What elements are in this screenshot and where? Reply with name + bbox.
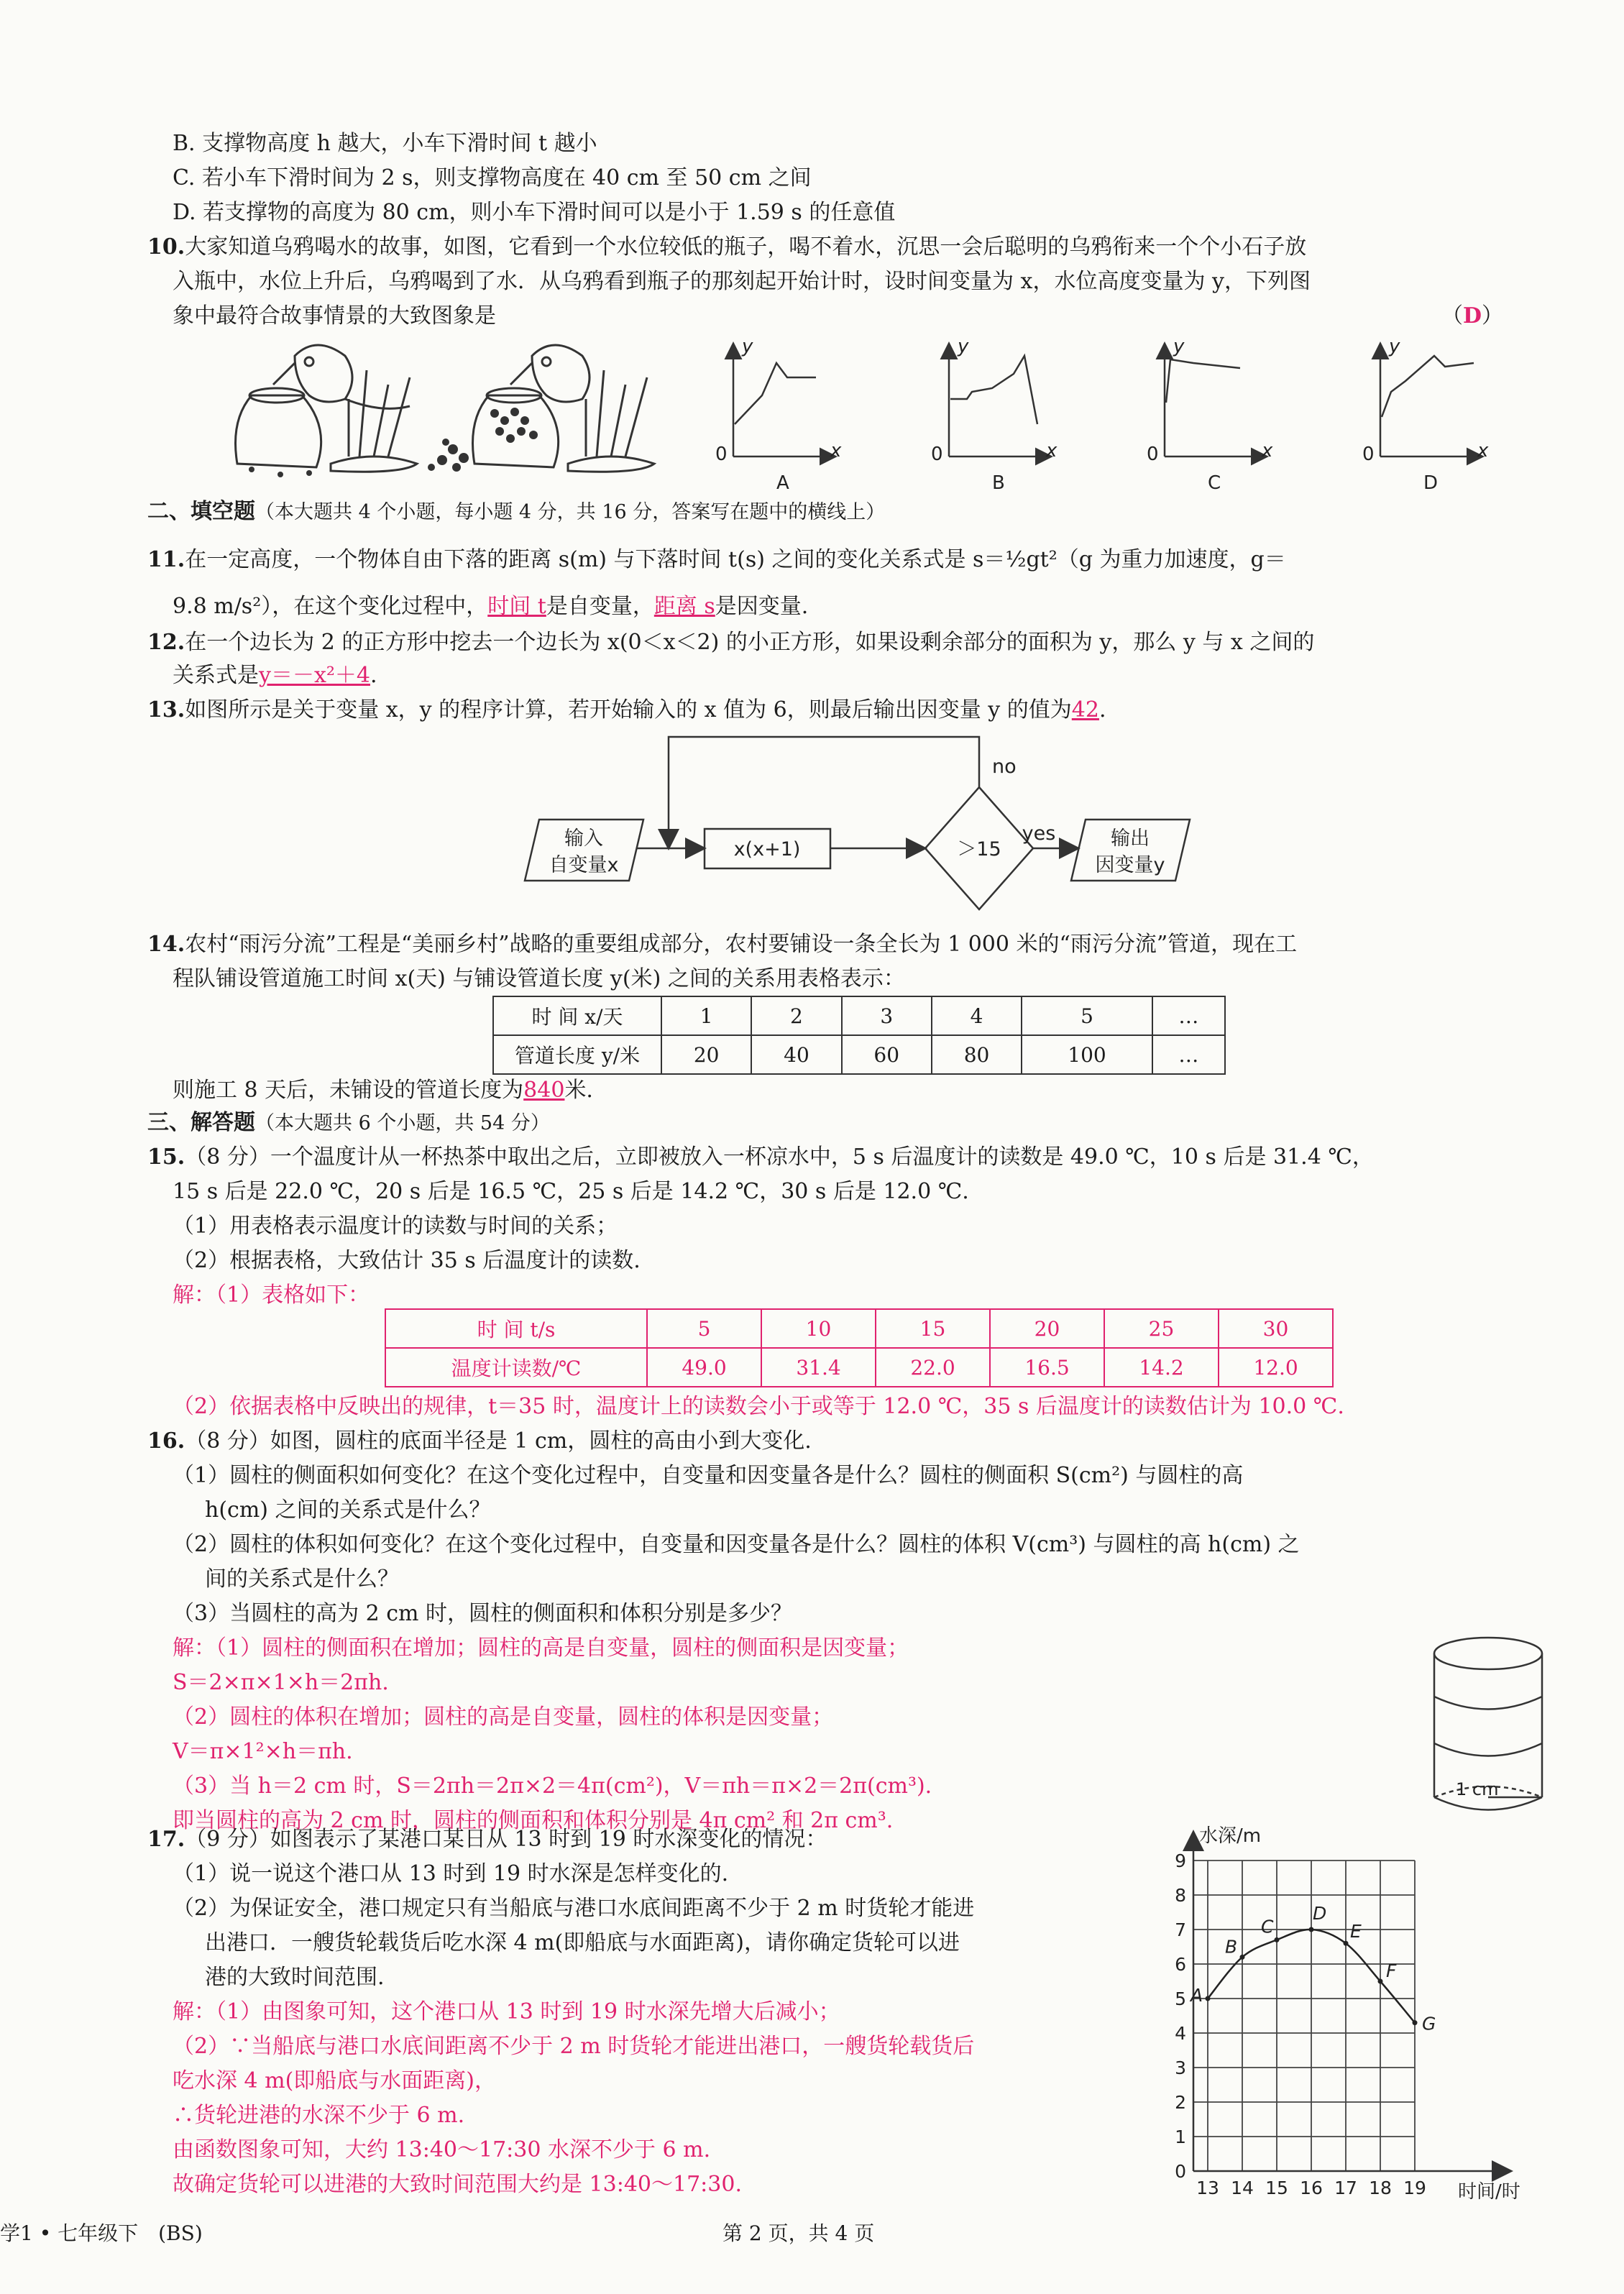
point-label: D <box>1313 1903 1327 1924</box>
y-tick-label: 8 <box>1175 1885 1186 1906</box>
q17-line4: 出港口．一艘货轮载货后吃水深 4 m(即船底与水面距离)，请你确定货轮可以进 <box>205 1930 960 1955</box>
q14-line1: 14.农村“雨污分流”工程是“美丽乡村”战略的重要组成部分，农村要铺设一条全长为 1 000 米的“雨污分流”管道，现在工 <box>147 932 1298 957</box>
data-point <box>1378 1979 1383 1984</box>
graph-a-y: y <box>742 336 753 357</box>
graph-c-x: x <box>1262 440 1273 462</box>
point-label: A <box>1191 1985 1203 2006</box>
graph-d-x: x <box>1477 440 1489 462</box>
graph-a-origin: 0 <box>715 444 728 465</box>
q16-solution-4: V＝π×1²×h＝πh. <box>173 1739 353 1764</box>
q13-flowchart <box>518 726 1201 935</box>
q9-option-b: B. 支撑物高度 h 越大，小车下滑时间 t 越小 <box>173 131 597 156</box>
graph-b-y: y <box>958 336 969 357</box>
q15-line3: （1）用表格表示温度计的读数与时间的关系； <box>173 1213 618 1239</box>
q9-option-d: D. 若支撑物的高度为 80 cm，则小车下滑时间可以是小于 1.59 s 的任意值 <box>173 200 896 225</box>
q17-solution-3: 吃水深 4 m(即船底与水面距离)， <box>173 2068 497 2093</box>
y-tick-label: 2 <box>1175 2092 1186 2113</box>
q17-solution-5: 由函数图象可知，大约 13:40～17:30 水深不少于 6 m. <box>173 2137 711 2162</box>
q15-line2: 15 s 后是 22.0 ℃，20 s 后是 16.5 ℃，25 s 后是 14.2 ℃，30 s 后是 12.0 ℃. <box>173 1179 969 1204</box>
q12-line2: 关系式是y＝－x²＋4. <box>173 663 377 688</box>
point-label: E <box>1350 1921 1362 1942</box>
graph-d-origin: 0 <box>1362 444 1375 465</box>
flow-no-label: no <box>992 756 1017 778</box>
q10-answer-bracket: （D） <box>1441 303 1504 329</box>
q11-answer-2: 距离 s <box>653 594 715 619</box>
chart-x-label: 时间/时 <box>1458 2181 1520 2200</box>
q15-table: 时 间 t/s 5 10 15 20 25 30 温度计读数/℃ 49.0 31.4 22.0 16.5 14.2 12.0 <box>385 1308 1334 1387</box>
y-tick-label: 5 <box>1175 1988 1186 2009</box>
data-point <box>1413 2020 1418 2025</box>
point-label: F <box>1386 1960 1397 1981</box>
q10-answer: D <box>1463 303 1482 329</box>
flow-input-label-2: 自变量x <box>549 854 619 876</box>
graph-label-a: A <box>776 472 789 494</box>
q17-line2: （1）说一说这个港口从 13 时到 19 时水深是怎样变化的. <box>173 1861 729 1886</box>
graph-d-y: y <box>1389 336 1400 357</box>
data-point <box>1309 1927 1314 1932</box>
y-tick-label: 3 <box>1175 2057 1186 2078</box>
q16-line6: （3）当圆柱的高为 2 cm 时，圆柱的侧面积和体积分别是多少？ <box>173 1601 793 1626</box>
q10-line2: 入瓶中，水位上升后，乌鸦喝到了水．从乌鸦看到瓶子的那刻起开始计时，设时间变量为 x，水位高度变量为 y，下列图 <box>173 269 1311 294</box>
flow-output-label-2: 因变量y <box>1095 854 1165 876</box>
q14-line2: 程队铺设管道施工时间 x(天) 与铺设管道长度 y(米) 之间的关系用表格表示： <box>173 966 905 991</box>
graph-label-b: B <box>992 472 1005 494</box>
q15-solution-2: （2）依据表格中反映出的规律，t＝35 时，温度计上的读数会小于或等于 12.0 ℃，35 s 后温度计的读数估计为 10.0 ℃. <box>173 1394 1344 1419</box>
q10-line1: 10.大家知道乌鸦喝水的故事，如图，它看到一个水位较低的瓶子，喝不着水，沉思一会后聪明的乌鸦衔来一个个小石子放 <box>147 234 1307 260</box>
q17-line5: 港的大致时间范围. <box>205 1965 385 1990</box>
q15-line4: （2）根据表格，大致估计 35 s 后温度计的读数. <box>173 1248 641 1273</box>
q13-text: 13.如图所示是关于变量 x，y 的程序计算，若开始输入的 x 值为 6，则最后输出因变量 y 的值为42. <box>147 697 1106 722</box>
y-tick-label: 1 <box>1175 2126 1186 2147</box>
water-depth-chart <box>1157 1819 1560 2200</box>
q16-solution-6: 即当圆柱的高为 2 cm 时，圆柱的侧面积和体积分别是 4π cm² 和 2π cm³. <box>173 1808 894 1833</box>
q16-solution-2: S＝2×π×1×h＝2πh. <box>173 1670 389 1695</box>
q12-line1: 12.在一个边长为 2 的正方形中挖去一个边长为 x(0＜x＜2) 的小正方形，如果设剩余部分的面积为 y，那么 y 与 x 之间的 <box>147 630 1315 655</box>
flow-process-label: x(x+1) <box>733 838 801 861</box>
section2-heading: 二、填空题（本大题共 4 个小题，每小题 4 分，共 16 分，答案写在题中的横线上） <box>147 499 886 524</box>
flow-decision-label: ＞15 <box>957 838 1001 861</box>
q16-solution-1: 解：（1）圆柱的侧面积在增加；圆柱的高是自变量，圆柱的侧面积是因变量； <box>173 1635 909 1661</box>
y-tick-label: 4 <box>1175 2023 1186 2044</box>
q12-answer: y＝－x²＋4 <box>259 663 370 688</box>
data-point <box>1275 1937 1280 1942</box>
point-label: B <box>1225 1936 1238 1958</box>
chart-y-label: 水深/m <box>1199 1825 1262 1847</box>
q16-solution-5: （3）当 h＝2 cm 时，S＝2πh＝2π×2＝4π(cm²)，V＝πh＝π×2＝2π(cm³). <box>173 1774 932 1799</box>
x-tick-label: 14 <box>1231 2178 1254 2198</box>
y-tick-label: 6 <box>1175 1954 1186 1975</box>
q17-solution-2: （2）∵当船底与港口水底间距离不少于 2 m 时货轮才能进出港口，一艘货轮载货后 <box>173 2034 975 2059</box>
q10-graphs <box>705 331 1510 503</box>
q9-option-c: C. 若小车下滑时间为 2 s，则支撑物高度在 40 cm 至 50 cm 之间 <box>173 165 812 191</box>
q11-line1: 11.在一定高度，一个物体自由下落的距离 s(m) 与下落时间 t(s) 之间的变化关系式是 s＝½gt²（g 为重力加速度，g＝ <box>147 547 1286 572</box>
point-label: G <box>1422 2013 1436 2034</box>
q16-line1: 16.（8 分）如图，圆柱的底面半径是 1 cm，圆柱的高由小到大变化. <box>147 1428 812 1454</box>
data-point <box>1206 1996 1211 2001</box>
graph-a-x: x <box>830 440 842 462</box>
q13-answer: 42 <box>1071 697 1099 722</box>
graph-label-d: D <box>1423 472 1439 494</box>
footer-page-number: 第 2 页，共 4 页 <box>722 2221 875 2245</box>
q17-solution-1: 解：（1）由图象可知，这个港口从 13 时到 19 时水深先增大后减小； <box>173 1999 840 2024</box>
x-tick-label: 17 <box>1334 2178 1357 2198</box>
point-label: C <box>1261 1916 1274 1937</box>
footer-left: 学1 • 七年级下 (BS) <box>0 2221 203 2245</box>
q11-answer-1: 时间 t <box>487 594 546 619</box>
x-tick-label: 13 <box>1196 2178 1219 2198</box>
flow-input-label-1: 输入 <box>564 827 603 850</box>
flow-output-label-1: 输出 <box>1111 827 1150 850</box>
crow-illustration <box>208 327 661 485</box>
y-tick-label: 9 <box>1175 1850 1186 1871</box>
y-tick-label: 7 <box>1175 1919 1186 1940</box>
graph-label-c: C <box>1208 472 1221 494</box>
q16-solution-3: （2）圆柱的体积在增加；圆柱的高是自变量，圆柱的体积是因变量； <box>173 1705 834 1730</box>
q16-line3: h(cm) 之间的关系式是什么？ <box>205 1497 491 1523</box>
q10-line3: 象中最符合故事情景的大致图象是 <box>173 303 496 329</box>
x-tick-label: 18 <box>1369 2178 1392 2198</box>
data-point <box>1240 1955 1245 1960</box>
q15-line1: 15.（8 分）一个温度计从一杯热茶中取出之后，立即被放入一杯凉水中，5 s 后温度计的读数是 49.0 ℃，10 s 后是 31.4 ℃， <box>147 1144 1374 1170</box>
graph-b-x: x <box>1046 440 1058 462</box>
section3-heading: 三、解答题（本大题共 6 个小题，共 54 分） <box>147 1110 550 1135</box>
graph-c-y: y <box>1173 336 1185 357</box>
q14-answer: 840 <box>523 1078 565 1103</box>
data-point <box>1344 1941 1349 1946</box>
cylinder-radius-label: 1 cm <box>1456 1779 1499 1799</box>
q14-table: 时 间 x/天 1 2 3 4 5 … 管道长度 y/米 20 40 60 80 100 … <box>492 996 1226 1075</box>
q15-solution-1: 解：（1）表格如下： <box>173 1283 370 1308</box>
cylinder-figure <box>1427 1632 1556 1826</box>
q14-after: 则施工 8 天后，未铺设的管道长度为840米. <box>173 1078 593 1103</box>
q17-solution-4: ∴货轮进港的水深不少于 6 m. <box>173 2103 465 2128</box>
graph-b-origin: 0 <box>931 444 943 465</box>
x-tick-label: 15 <box>1265 2178 1288 2198</box>
q16-line4: （2）圆柱的体积如何变化？在这个变化过程中，自变量和因变量各是什么？圆柱的体积 V(cm³) 与圆柱的高 h(cm) 之 <box>173 1532 1300 1557</box>
flow-yes-label: yes <box>1022 822 1056 845</box>
q16-line2: （1）圆柱的侧面积如何变化？在这个变化过程中，自变量和因变量各是什么？圆柱的侧面积 S(cm²) 与圆柱的高 <box>173 1463 1244 1488</box>
x-tick-label: 19 <box>1403 2178 1426 2198</box>
q16-line5: 间的关系式是什么？ <box>205 1566 399 1592</box>
x-tick-label: 16 <box>1300 2178 1323 2198</box>
q11-line2: 9.8 m/s²），在这个变化过程中，时间 t是自变量，距离 s是因变量. <box>173 594 809 619</box>
graph-c-origin: 0 <box>1147 444 1159 465</box>
y-tick-label: 0 <box>1175 2161 1186 2182</box>
q17-solution-6: 故确定货轮可以进港的大致时间范围大约是 13:40～17:30. <box>173 2172 742 2197</box>
q17-line3: （2）为保证安全，港口规定只有当船底与港口水底间距离不少于 2 m 时货轮才能进 <box>173 1896 975 1921</box>
q17-line1: 17.（9 分）如图表示了某港口某日从 13 时到 19 时水深变化的情况： <box>147 1827 827 1852</box>
